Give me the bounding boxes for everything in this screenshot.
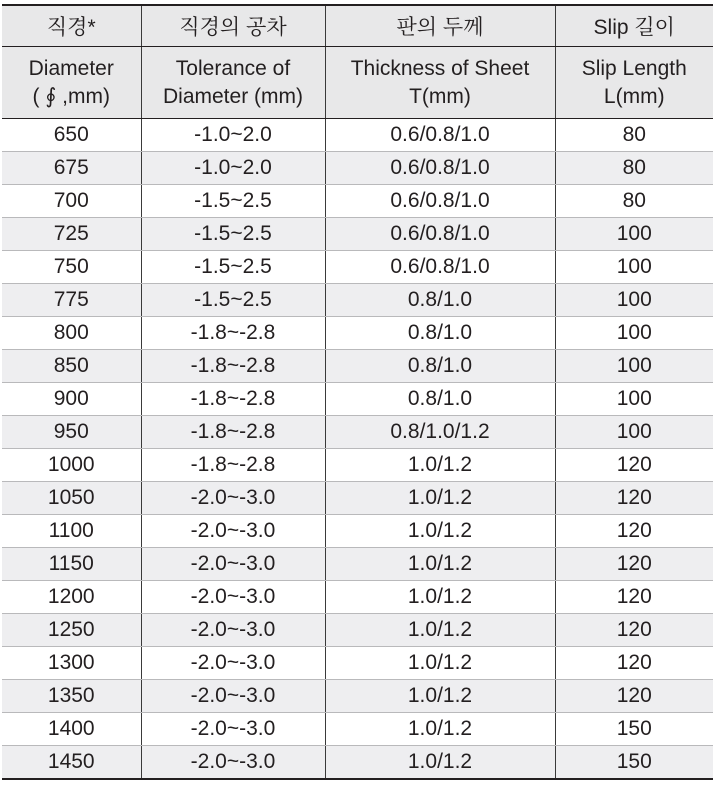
cell-tolerance: -2.0~-3.0 (141, 482, 325, 515)
header-diameter-ko: 직경* (2, 5, 141, 47)
cell-slip-length: 150 (555, 746, 713, 780)
table-row (2, 119, 713, 152)
table-row (2, 482, 713, 515)
cell-tolerance: -1.5~2.5 (141, 251, 325, 284)
cell-slip-length: 100 (555, 251, 713, 284)
cell-thickness: 1.0/1.2 (325, 746, 555, 780)
cell-thickness: 0.6/0.8/1.0 (325, 251, 555, 284)
table-row (2, 746, 713, 780)
header-tolerance-en-line1: Tolerance of (175, 56, 291, 80)
cell-slip-length: 120 (555, 548, 713, 581)
cell-diameter: 1350 (2, 680, 141, 713)
cell-slip-length: 100 (555, 416, 713, 449)
cell-diameter: 850 (2, 350, 141, 383)
header-diameter-en (2, 47, 141, 119)
cell-tolerance: -1.5~2.5 (141, 284, 325, 317)
cell-thickness: 1.0/1.2 (325, 482, 555, 515)
header-tolerance-en (141, 47, 325, 119)
cell-slip-length: 120 (555, 614, 713, 647)
cell-thickness: 0.8/1.0/1.2 (325, 416, 555, 449)
cell-tolerance: -2.0~-3.0 (141, 746, 325, 780)
cell-thickness: 1.0/1.2 (325, 581, 555, 614)
header-tolerance-ko: 직경의 공차 (141, 5, 325, 47)
table-row (2, 647, 713, 680)
cell-diameter: 1100 (2, 515, 141, 548)
header-slip-length-en-line2: L(mm) (603, 84, 665, 108)
header-diameter-en-line2: ( ∮ ,mm) (32, 84, 110, 108)
cell-thickness: 0.8/1.0 (325, 350, 555, 383)
header-slip-length-en (555, 47, 713, 119)
header-slip-length-en-line1: Slip Length (581, 56, 687, 80)
header-thickness-ko: 판의 두께 (325, 5, 555, 47)
cell-thickness: 0.8/1.0 (325, 284, 555, 317)
table-row (2, 515, 713, 548)
header-thickness-en (325, 47, 555, 119)
cell-slip-length: 100 (555, 317, 713, 350)
cell-slip-length: 100 (555, 350, 713, 383)
pipe-spec-table (2, 4, 713, 780)
cell-slip-length: 120 (555, 680, 713, 713)
cell-diameter: 650 (2, 119, 141, 152)
cell-tolerance: -1.8~-2.8 (141, 317, 325, 350)
cell-slip-length: 100 (555, 218, 713, 251)
cell-slip-length: 80 (555, 185, 713, 218)
cell-diameter: 700 (2, 185, 141, 218)
cell-thickness: 1.0/1.2 (325, 713, 555, 746)
cell-diameter: 950 (2, 416, 141, 449)
cell-thickness: 0.8/1.0 (325, 383, 555, 416)
cell-slip-length: 120 (555, 647, 713, 680)
cell-tolerance: -1.5~2.5 (141, 185, 325, 218)
cell-diameter: 800 (2, 317, 141, 350)
cell-slip-length: 150 (555, 713, 713, 746)
cell-thickness: 1.0/1.2 (325, 614, 555, 647)
cell-diameter: 1000 (2, 449, 141, 482)
table-row (2, 350, 713, 383)
table-row (2, 218, 713, 251)
header-row-english (2, 47, 713, 119)
cell-diameter: 1400 (2, 713, 141, 746)
cell-tolerance: -1.8~-2.8 (141, 449, 325, 482)
table-row (2, 581, 713, 614)
table-row (2, 185, 713, 218)
header-thickness-en-line2: T(mm) (409, 84, 471, 108)
cell-slip-length: 120 (555, 515, 713, 548)
cell-slip-length: 120 (555, 581, 713, 614)
cell-thickness: 1.0/1.2 (325, 647, 555, 680)
cell-diameter: 675 (2, 152, 141, 185)
cell-thickness: 1.0/1.2 (325, 548, 555, 581)
cell-thickness: 0.6/0.8/1.0 (325, 152, 555, 185)
cell-tolerance: -1.8~-2.8 (141, 416, 325, 449)
cell-diameter: 750 (2, 251, 141, 284)
cell-diameter: 1250 (2, 614, 141, 647)
cell-thickness: 0.8/1.0 (325, 317, 555, 350)
cell-tolerance: -1.5~2.5 (141, 218, 325, 251)
header-diameter-en-line1: Diameter (28, 56, 114, 80)
header-row-korean (2, 5, 713, 47)
cell-tolerance: -2.0~-3.0 (141, 548, 325, 581)
cell-thickness: 0.6/0.8/1.0 (325, 218, 555, 251)
table-row (2, 383, 713, 416)
cell-diameter: 775 (2, 284, 141, 317)
cell-diameter: 725 (2, 218, 141, 251)
table-row (2, 251, 713, 284)
cell-diameter: 1300 (2, 647, 141, 680)
cell-slip-length: 80 (555, 152, 713, 185)
cell-tolerance: -2.0~-3.0 (141, 515, 325, 548)
cell-slip-length: 80 (555, 119, 713, 152)
table-header (2, 5, 713, 119)
cell-diameter: 1200 (2, 581, 141, 614)
cell-tolerance: -2.0~-3.0 (141, 614, 325, 647)
table-row (2, 614, 713, 647)
table-row (2, 284, 713, 317)
table-row (2, 680, 713, 713)
table-row (2, 449, 713, 482)
cell-tolerance: -1.8~-2.8 (141, 350, 325, 383)
cell-thickness: 0.6/0.8/1.0 (325, 119, 555, 152)
cell-diameter: 1150 (2, 548, 141, 581)
table-row (2, 152, 713, 185)
cell-diameter: 900 (2, 383, 141, 416)
header-thickness-en-line1: Thickness of Sheet (350, 56, 530, 80)
cell-slip-length: 100 (555, 383, 713, 416)
cell-thickness: 0.6/0.8/1.0 (325, 185, 555, 218)
cell-tolerance: -1.0~2.0 (141, 119, 325, 152)
table-row (2, 416, 713, 449)
table-row (2, 548, 713, 581)
cell-slip-length: 100 (555, 284, 713, 317)
cell-tolerance: -1.8~-2.8 (141, 383, 325, 416)
table-row (2, 713, 713, 746)
cell-tolerance: -1.0~2.0 (141, 152, 325, 185)
table-row (2, 317, 713, 350)
header-tolerance-en-line2: Diameter (mm) (163, 84, 303, 108)
cell-thickness: 1.0/1.2 (325, 680, 555, 713)
cell-slip-length: 120 (555, 449, 713, 482)
cell-diameter: 1050 (2, 482, 141, 515)
cell-thickness: 1.0/1.2 (325, 515, 555, 548)
table-body (2, 119, 713, 780)
header-slip-length-ko: Slip 길이 (555, 5, 713, 47)
cell-slip-length: 120 (555, 482, 713, 515)
cell-tolerance: -2.0~-3.0 (141, 713, 325, 746)
cell-diameter: 1450 (2, 746, 141, 780)
cell-tolerance: -2.0~-3.0 (141, 680, 325, 713)
cell-tolerance: -2.0~-3.0 (141, 581, 325, 614)
cell-tolerance: -2.0~-3.0 (141, 647, 325, 680)
cell-thickness: 1.0/1.2 (325, 449, 555, 482)
